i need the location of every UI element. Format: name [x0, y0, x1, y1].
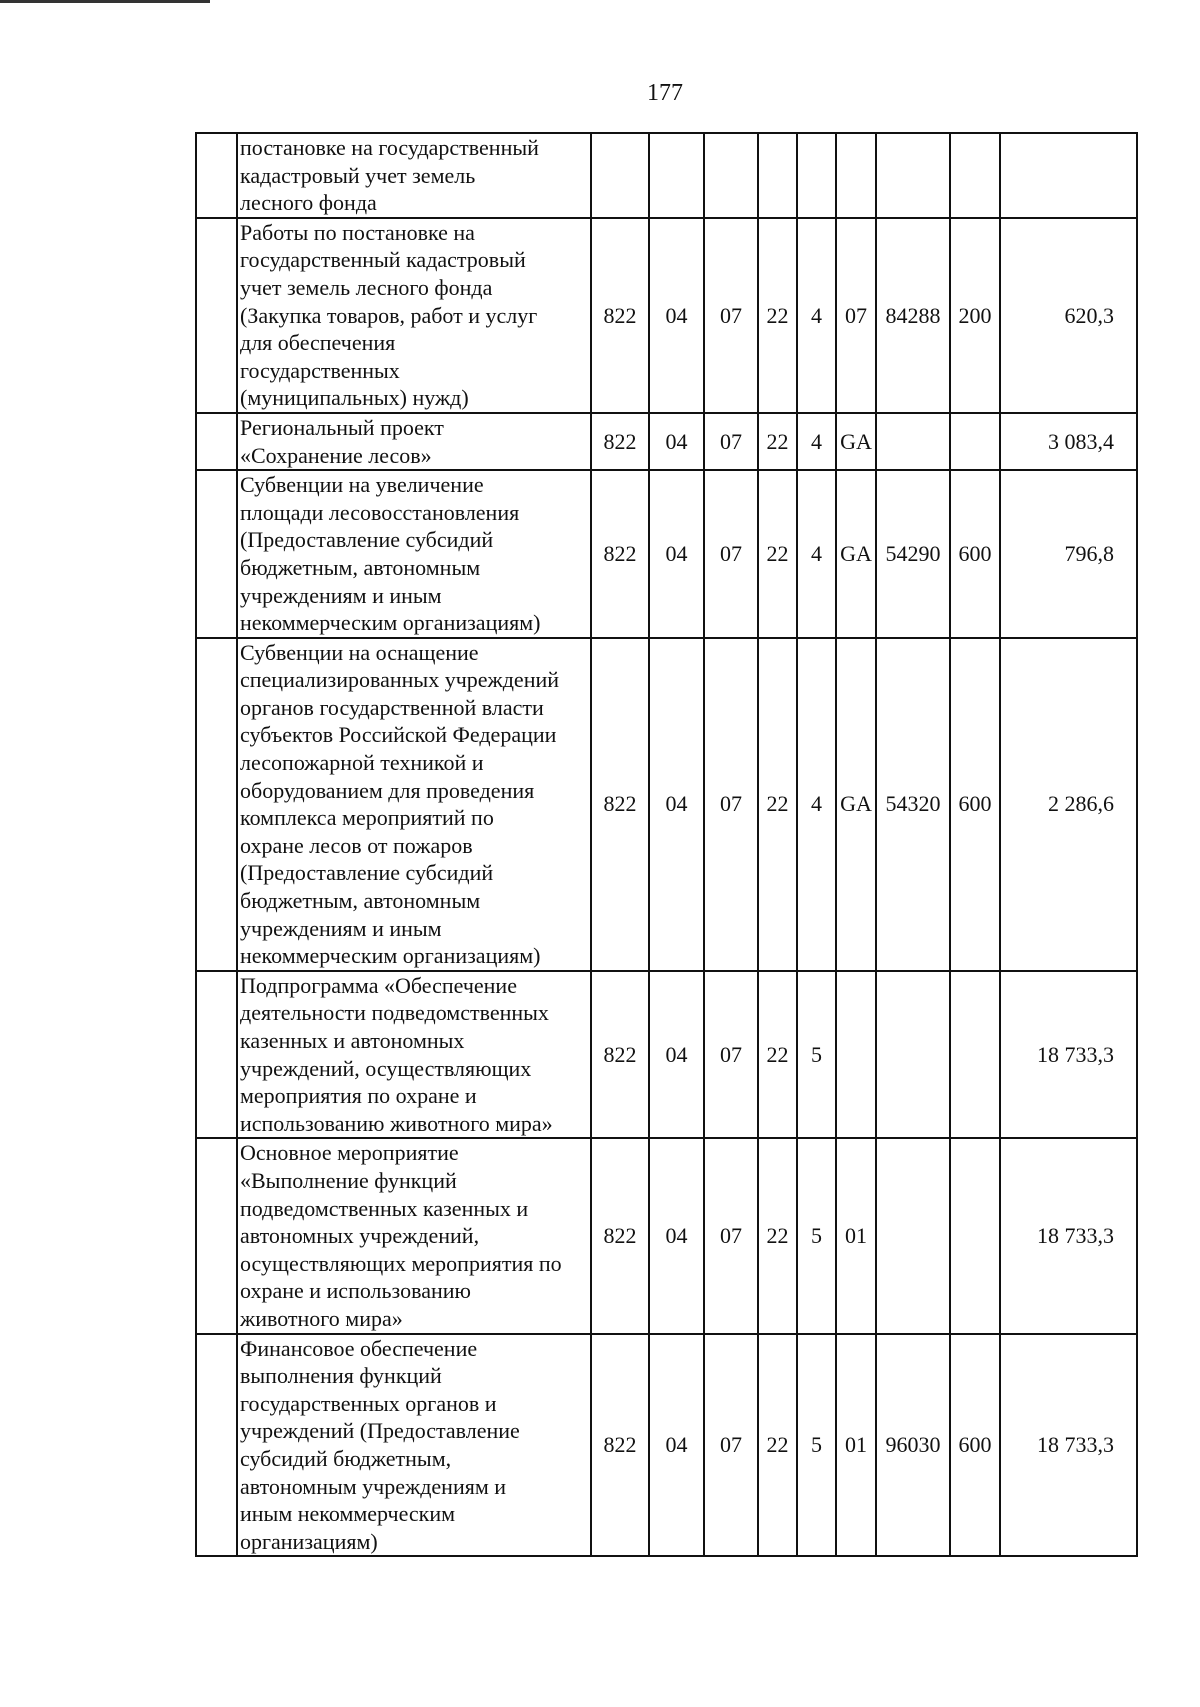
program-code-cell: 22	[758, 971, 797, 1139]
item-name-cell: постановке на государственный кадастровый учет земель лесного фонда	[237, 133, 591, 218]
item-name-cell: Подпрограмма «Обеспечение деятельности подведомственных казенных и автономных учреждений, осуществляющих мероприятия по охране и использованию животного мира»	[237, 971, 591, 1139]
section-code-cell: 04	[649, 218, 704, 413]
direction-code-cell: 54290	[876, 470, 950, 638]
item-name-cell: Субвенции на увеличение площади лесовосстановления (Предоставление субсидий бюджетным, автономным учреждениям и иным некоммерческим организациям)	[237, 470, 591, 638]
table-row	[196, 971, 1137, 1139]
ministry-code-cell: 822	[591, 1138, 649, 1333]
direction-code-cell: 96030	[876, 1334, 950, 1557]
table-body	[196, 133, 1137, 1556]
item-name-cell: Основное мероприятие «Выполнение функций подведомственных казенных и автономных учреждений, осуществляющих мероприятия по охране и использованию животного мира»	[237, 1138, 591, 1333]
amount-cell	[1000, 133, 1137, 218]
table-row	[196, 638, 1137, 971]
subprogram-code-cell: 5	[797, 1334, 836, 1557]
event-code-cell: 07	[836, 218, 876, 413]
event-code-cell: 01	[836, 1138, 876, 1333]
table-row	[196, 470, 1137, 638]
row-number-cell	[196, 413, 237, 470]
amount-cell: 3 083,4	[1000, 413, 1137, 470]
subsection-code-cell: 07	[704, 638, 758, 971]
direction-code-cell	[876, 1138, 950, 1333]
amount-cell: 620,3	[1000, 218, 1137, 413]
expense-type-code-cell	[950, 971, 1000, 1139]
row-number-cell	[196, 218, 237, 413]
subprogram-code-cell: 4	[797, 470, 836, 638]
row-number-cell	[196, 1334, 237, 1557]
page-number: 177	[647, 80, 683, 106]
subsection-code-cell: 07	[704, 218, 758, 413]
amount-cell: 18 733,3	[1000, 1138, 1137, 1333]
table-row	[196, 133, 1137, 218]
expense-type-code-cell: 600	[950, 1334, 1000, 1557]
amount-cell: 2 286,6	[1000, 638, 1137, 971]
program-code-cell: 22	[758, 638, 797, 971]
direction-code-cell	[876, 413, 950, 470]
subprogram-code-cell: 4	[797, 638, 836, 971]
program-code-cell: 22	[758, 470, 797, 638]
subsection-code-cell: 07	[704, 470, 758, 638]
expense-type-code-cell: 200	[950, 218, 1000, 413]
section-code-cell: 04	[649, 413, 704, 470]
ministry-code-cell	[591, 133, 649, 218]
program-code-cell: 22	[758, 1138, 797, 1333]
event-code-cell: GA	[836, 470, 876, 638]
direction-code-cell: 84288	[876, 218, 950, 413]
amount-cell: 796,8	[1000, 470, 1137, 638]
amount-cell: 18 733,3	[1000, 971, 1137, 1139]
program-code-cell: 22	[758, 1334, 797, 1557]
amount-cell: 18 733,3	[1000, 1334, 1137, 1557]
row-number-cell	[196, 133, 237, 218]
subsection-code-cell: 07	[704, 971, 758, 1139]
expense-type-code-cell: 600	[950, 470, 1000, 638]
table-row	[196, 413, 1137, 470]
section-code-cell: 04	[649, 971, 704, 1139]
event-code-cell: GA	[836, 413, 876, 470]
event-code-cell	[836, 971, 876, 1139]
subprogram-code-cell: 5	[797, 1138, 836, 1333]
section-code-cell: 04	[649, 470, 704, 638]
item-name-cell: Региональный проект «Сохранение лесов»	[237, 413, 591, 470]
ministry-code-cell: 822	[591, 470, 649, 638]
subprogram-code-cell	[797, 133, 836, 218]
table-row	[196, 1138, 1137, 1333]
expense-type-code-cell: 600	[950, 638, 1000, 971]
row-number-cell	[196, 971, 237, 1139]
top-rule	[0, 0, 210, 3]
ministry-code-cell: 822	[591, 638, 649, 971]
direction-code-cell	[876, 133, 950, 218]
row-number-cell	[196, 638, 237, 971]
program-code-cell	[758, 133, 797, 218]
ministry-code-cell: 822	[591, 413, 649, 470]
row-number-cell	[196, 470, 237, 638]
subprogram-code-cell: 4	[797, 413, 836, 470]
subprogram-code-cell: 4	[797, 218, 836, 413]
item-name-cell: Работы по постановке на государственный кадастровый учет земель лесного фонда (Закупка товаров, работ и услуг для обеспечения государственных (муниципальных) нужд)	[237, 218, 591, 413]
item-name-cell: Финансовое обеспечение выполнения функций государственных органов и учреждений (Предоставление субсидий бюджетным, автономным учреждениям и иным некоммерческим организациям)	[237, 1334, 591, 1557]
subsection-code-cell: 07	[704, 413, 758, 470]
event-code-cell	[836, 133, 876, 218]
subsection-code-cell	[704, 133, 758, 218]
event-code-cell: 01	[836, 1334, 876, 1557]
ministry-code-cell: 822	[591, 971, 649, 1139]
expense-type-code-cell	[950, 1138, 1000, 1333]
item-name-cell: Субвенции на оснащение специализированных учреждений органов государственной власти субъектов Российской Федерации лесопожарной техникой и оборудованием для проведения комплекса мероприятий по охране лесов от пожаров (Предоставление субсидий бюджетным, автономным учреждениям и иным некоммерческим организациям)	[237, 638, 591, 971]
expense-type-code-cell	[950, 133, 1000, 218]
section-code-cell: 04	[649, 1334, 704, 1557]
subprogram-code-cell: 5	[797, 971, 836, 1139]
direction-code-cell	[876, 971, 950, 1139]
ministry-code-cell: 822	[591, 1334, 649, 1557]
table-row	[196, 1334, 1137, 1557]
direction-code-cell: 54320	[876, 638, 950, 971]
subsection-code-cell: 07	[704, 1334, 758, 1557]
row-number-cell	[196, 1138, 237, 1333]
program-code-cell: 22	[758, 413, 797, 470]
subsection-code-cell: 07	[704, 1138, 758, 1333]
budget-table	[195, 132, 1138, 1557]
section-code-cell: 04	[649, 638, 704, 971]
ministry-code-cell: 822	[591, 218, 649, 413]
expense-type-code-cell	[950, 413, 1000, 470]
section-code-cell	[649, 133, 704, 218]
program-code-cell: 22	[758, 218, 797, 413]
table-row	[196, 218, 1137, 413]
event-code-cell: GA	[836, 638, 876, 971]
section-code-cell: 04	[649, 1138, 704, 1333]
